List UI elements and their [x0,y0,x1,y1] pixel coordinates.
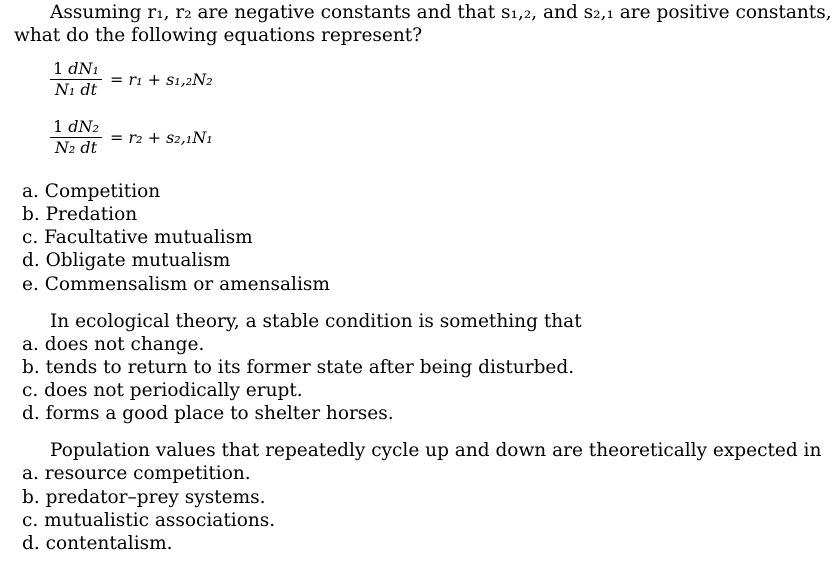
question-2-stem: In ecological theory, a stable condition is something that [50,311,582,332]
equation-1-rhs: = r₁ + s₁,₂N₂ [109,70,213,89]
question-3-option-a: a. resource competition. [22,463,251,484]
question-1-option-b: b. Predation [22,204,138,225]
question-1-option-e: e. Commensalism or amensalism [22,274,330,295]
equation-1 [50,59,213,100]
question-1-option-a: a. Competition [22,181,161,202]
question-3-option-d: d. contentalism. [22,533,173,554]
question-1-stem-line-1: Assuming r₁, r₂ are negative constants and that s₁,₂, and s₂,₁ are positive constants, [50,2,832,23]
equation-1-num-var: dN₁ [68,59,99,78]
question-3-option-c: c. mutualistic associations. [22,510,276,531]
equation-2-num-const: 1 [53,117,64,136]
equation-2 [50,117,213,158]
question-3-option-b: b. predator–prey systems. [22,487,266,508]
equation-2-num-var: dN₂ [68,117,99,136]
question-3-stem: Population values that repeatedly cycle up and down are theoretically expected in [50,440,822,461]
question-2-option-d: d. forms a good place to shelter horses. [22,403,394,424]
equation-1-den-dt: dt [80,80,98,99]
question-1-option-d: d. Obligate mutualism [22,250,231,271]
equation-1-fraction [50,59,102,100]
question-2-option-b: b. tends to return to its former state after being disturbed. [22,357,575,378]
equation-1-num-const: 1 [53,59,64,78]
equation-2-den-var: N₂ [54,138,76,157]
question-2-option-c: c. does not periodically erupt. [22,380,303,401]
equation-2-den-dt: dt [80,138,98,157]
question-1-option-c: c. Facultative mutualism [22,227,253,248]
equation-2-fraction [50,117,102,158]
equation-1-den-var: N₁ [54,80,76,99]
question-1-stem-line-2: what do the following equations represent? [14,25,423,46]
equation-2-rhs: = r₂ + s₂,₁N₁ [109,128,213,147]
question-2-option-a: a. does not change. [22,334,205,355]
